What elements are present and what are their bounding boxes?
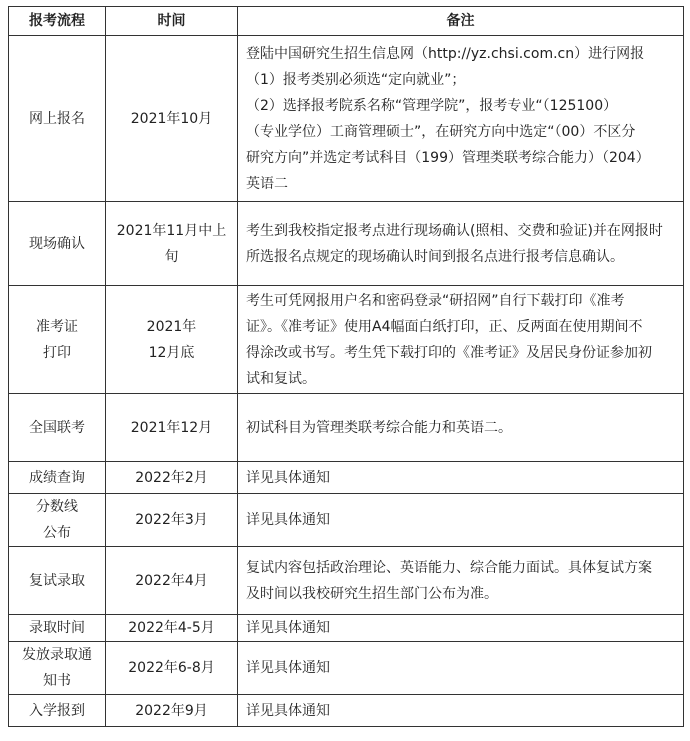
step-cell: [9, 642, 106, 695]
time-text: 旬: [164, 248, 179, 265]
time-text: 2022年6-8月: [128, 660, 215, 676]
step-cell: [9, 615, 106, 642]
time-text: 2022年3月: [135, 512, 208, 528]
time-cell: [106, 494, 238, 547]
step-cell: [9, 695, 106, 727]
note-text: 详见具体通知: [246, 512, 330, 528]
header-time: 时间: [106, 7, 238, 36]
note-text: 复试内容包括政治理论、英语能力、综合能力面试。具体复试方案: [246, 559, 652, 576]
note-text: 试和复试。: [246, 370, 316, 387]
step-cell: [9, 36, 106, 202]
table-row: [9, 394, 684, 462]
note-text: 得涂改或书写。考生凭下载打印的《准考证》及居民身份证参加初: [246, 344, 652, 361]
note-text: 初试科目为管理类联考综合能力和英语二。: [246, 419, 512, 436]
step-text: 成绩查询: [29, 469, 85, 486]
note-text: 英语二: [246, 175, 288, 192]
note-text: 及时间以我校研究生招生部门公布为准。: [246, 585, 498, 602]
note-text: （1）报考类别必须选“定向就业”；: [246, 71, 466, 88]
table-row: [9, 462, 684, 494]
note-text: 考生可凭网报用户名和密码登录“研招网”自行下载打印《准考: [246, 292, 625, 309]
header-step: 报考流程: [9, 7, 106, 36]
table-row: [9, 494, 684, 547]
step-cell: [9, 202, 106, 286]
step-cell: [9, 286, 106, 394]
table-row: [9, 36, 684, 202]
table-header-row: [9, 7, 684, 36]
time-cell: [106, 394, 238, 462]
header-note: 备注: [238, 7, 684, 36]
time-text: 2021年11月中上: [116, 222, 227, 239]
table-row: [9, 615, 684, 642]
note-cell: [238, 462, 684, 494]
note-cell: [238, 394, 684, 462]
table-row: [9, 695, 684, 727]
time-text: 2021年12月: [130, 419, 213, 436]
time-cell: [106, 615, 238, 642]
time-text: 2021年: [146, 318, 197, 335]
step-text: 准考证: [36, 318, 78, 335]
time-text: 2022年2月: [135, 469, 208, 486]
step-text: 入学报到: [29, 702, 85, 719]
note-text: 详见具体通知: [246, 660, 330, 676]
note-text: 详见具体通知: [246, 702, 330, 719]
note-text: （2）选择报考院系名称“管理学院”，报考专业“（125100）: [246, 97, 618, 114]
note-cell: [238, 494, 684, 547]
time-cell: [106, 642, 238, 695]
table-row: [9, 642, 684, 695]
note-cell: [238, 202, 684, 286]
step-cell: [9, 462, 106, 494]
step-text: 发放录取通: [22, 647, 92, 663]
note-text: 所选报名点规定的现场确认时间到报名点进行报考信息确认。: [246, 248, 624, 265]
step-cell: [9, 547, 106, 615]
step-text: 知书: [43, 673, 71, 689]
note-cell: [238, 547, 684, 615]
time-text: 12月底: [148, 344, 195, 361]
time-text: 2021年10月: [130, 110, 213, 127]
step-text: 现场确认: [29, 235, 85, 252]
time-cell: [106, 36, 238, 202]
note-cell: [238, 286, 684, 394]
note-cell: [238, 615, 684, 642]
note-cell: [238, 695, 684, 727]
note-text: 详见具体通知: [246, 469, 330, 486]
table-row: [9, 286, 684, 394]
note-text: 研究方向”并选定考试科目（199）管理类联考综合能力）（204）: [246, 149, 650, 166]
step-text: 复试录取: [29, 572, 85, 589]
time-cell: [106, 286, 238, 394]
time-text: 2022年4-5月: [128, 620, 215, 636]
note-cell: [238, 642, 684, 695]
time-cell: [106, 462, 238, 494]
note-text: 证》。《准考证》使用A4幅面白纸打印，正、反两面在使用期间不: [246, 318, 643, 335]
time-cell: [106, 547, 238, 615]
note-text: 登陆中国研究生招生信息网（http://yz.chsi.com.cn）进行网报: [246, 45, 645, 62]
step-text: 录取时间: [29, 620, 85, 636]
note-text: 详见具体通知: [246, 620, 330, 636]
note-text: （专业学位）工商管理硕士”，在研究方向中选定“（00）不区分: [246, 123, 636, 140]
time-text: 2022年9月: [135, 702, 208, 719]
time-cell: [106, 202, 238, 286]
step-text: 分数线: [36, 499, 78, 515]
step-text: 网上报名: [29, 110, 85, 127]
note-cell: [238, 36, 684, 202]
step-text: 打印: [43, 344, 71, 361]
step-cell: [9, 494, 106, 547]
note-text: 考生到我校指定报考点进行现场确认(照相、交费和验证)并在网报时: [246, 222, 663, 239]
page: [8, 6, 684, 727]
time-text: 2022年4月: [135, 572, 208, 589]
step-text: 公布: [43, 525, 71, 541]
table-row: [9, 547, 684, 615]
step-text: 全国联考: [29, 419, 85, 436]
admission-schedule-table: [8, 6, 684, 727]
time-cell: [106, 695, 238, 727]
table-row: [9, 202, 684, 286]
step-cell: [9, 394, 106, 462]
